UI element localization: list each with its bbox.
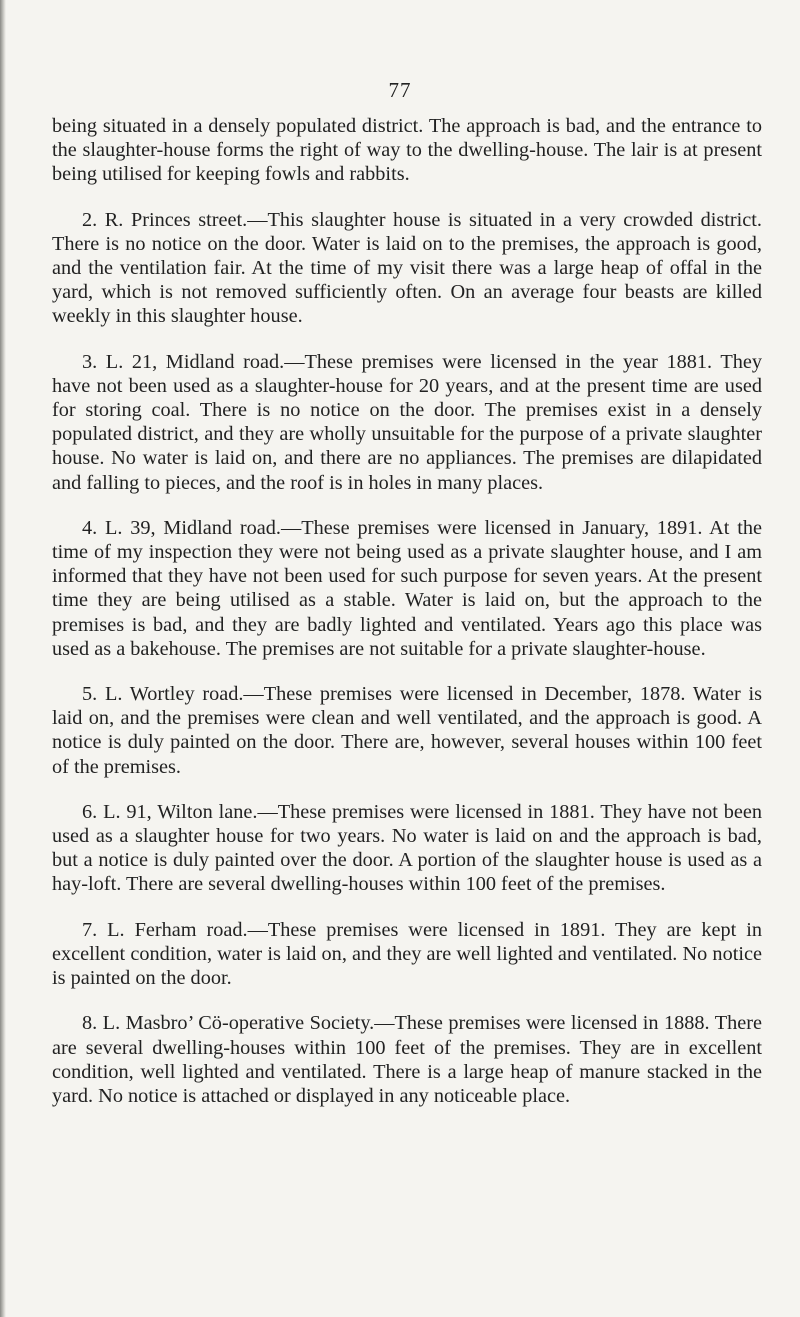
paragraph-item-8: 8. L. Masbro’ Cö-operative Society.—These premises were licensed in 1888. There are several dwelling-houses within 100 feet of the premises. They are in excellent condition, well lighted and ventilated. There is a large heap of manure stacked in the yard. No notice is attached or displayed in any noticeable place. xyxy=(52,1012,762,1107)
paragraph-item-6: 6. L. 91, Wilton lane.—These premises were licensed in 1881. They have not been used as a slaughter house for two years. No water is laid on and the approach is bad, but a notice is duly painted over the door. A portion of the slaughter house is used as a hay-loft. There are several dwelling-houses within 100 feet of the premises. xyxy=(52,800,762,896)
body-text xyxy=(52,114,762,1129)
paragraph-item-4: 4. L. 39, Midland road.—These premises were licensed in January, 1891. At the time of my inspection they were not being used as a private slaughter house, and I am informed that they have not been used for such purpose for seven years. At the present time they are being utilised as a stable. Water is laid on, but the approach to the premises is bad, and they are badly lighted and ventilated. Years ago this place was used as a bakehouse. The premises are not suitable for a private slaughter-house. xyxy=(52,516,762,660)
paragraph-item-7: 7. L. Ferham road.—These premises were licensed in 1891. They are kept in excellent condition, water is laid on, and they are well lighted and ventilated. No notice is painted on the door. xyxy=(52,918,762,990)
paragraph-item-3: 3. L. 21, Midland road.—These premises were licensed in the year 1881. They have not been used as a slaughter-house for 20 years, and at the present time are used for storing coal. There is no notice on the door. The premises exist in a densely populated district, and they are wholly unsuitable for the purpose of a private slaughter house. No water is laid on, and there are no appliances. The premises are dilapidated and falling to pieces, and the roof is in holes in many places. xyxy=(52,350,762,494)
paragraph-continuation: being situated in a densely populated district. The approach is bad, and the entrance to the slaughter-house forms the right of way to the dwelling-house. The lair is at present being utilised for keeping fowls and rabbits. xyxy=(52,115,762,186)
paragraph-item-5: 5. L. Wortley road.—These premises were licensed in December, 1878. Water is laid on, and the premises were clean and well ventilated, and the approach is good. A notice is duly painted on the door. There are, however, several houses within 100 feet of the premises. xyxy=(52,683,762,778)
page-edge-shadow xyxy=(0,0,6,1317)
paragraph-item-2: 2. R. Princes street.—This slaughter house is situated in a very crowded district. There is no notice on the door. Water is laid on to the premises, the approach is good, and the ventilation fair. At the time of my visit there was a large heap of offal in the yard, which is not removed sufficiently often. On an average four beasts are killed weekly in this slaughter house. xyxy=(52,208,762,328)
page-number: 77 xyxy=(388,78,412,102)
